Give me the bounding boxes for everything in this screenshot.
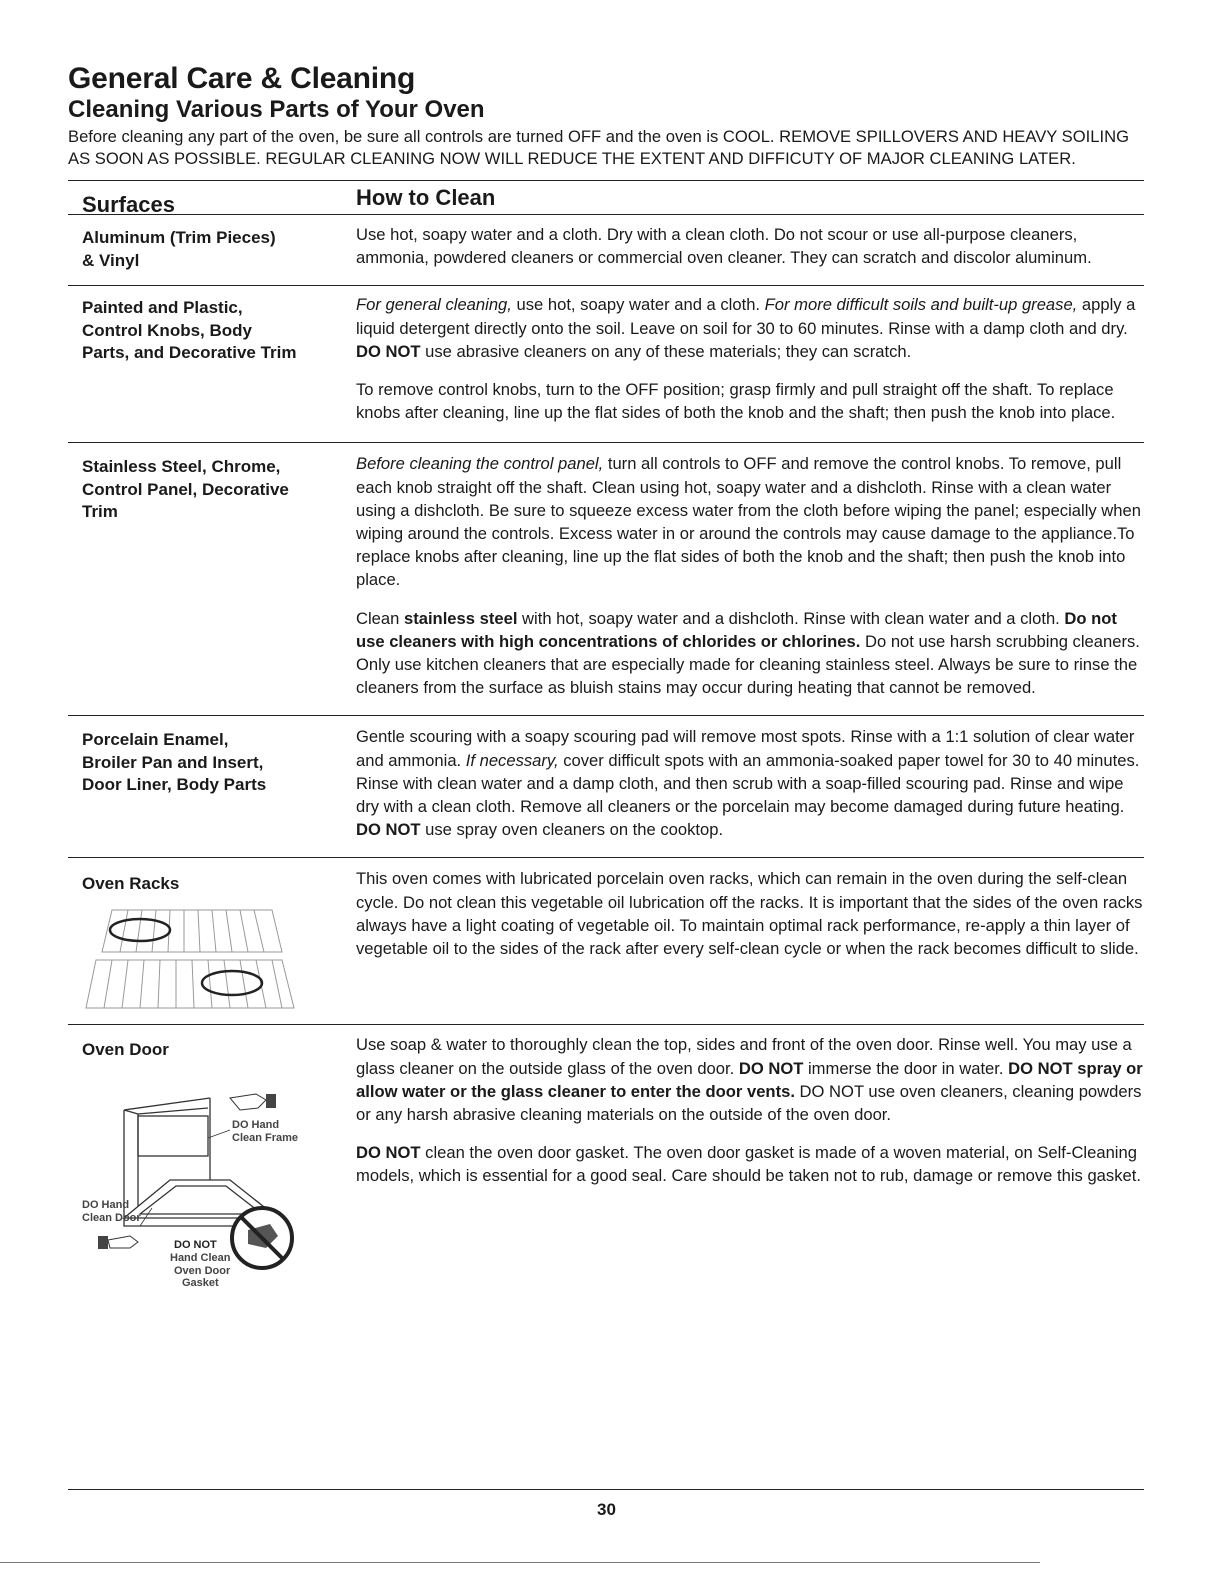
text-run: with hot, soapy water and a dishcloth. Rinse with clean water and a cloth. xyxy=(517,608,1065,628)
text-run: DO NOT use oven cleaners, cleaning powders or any harsh abrasive cleaning materials on the outside of the oven door. xyxy=(356,1081,1142,1125)
surface-cell xyxy=(68,452,356,715)
footer-rule xyxy=(0,1562,1040,1563)
instruction-paragraph xyxy=(356,725,1144,841)
how-to-clean-column-header: How to Clean xyxy=(356,185,496,210)
surface-name-line: Door Liner, Body Parts xyxy=(82,775,267,795)
instruction-paragraph xyxy=(356,1141,1144,1187)
surface-cell xyxy=(68,293,356,442)
table-row-stainless-steel xyxy=(68,442,1144,715)
surface-name-line: Control Knobs, Body xyxy=(82,320,252,340)
page-title: General Care & Cleaning xyxy=(68,62,416,95)
how-to-clean-cell xyxy=(356,452,1144,715)
text-run: Clean xyxy=(356,608,404,628)
label-do-not-clean-gasket: DO NOT xyxy=(174,1238,217,1251)
text-run: Gentle scouring with a soapy scouring pad will remove most spots. Rinse with a 1:1 solution of clear water and ammonia. xyxy=(356,727,1135,770)
table-row-oven-door xyxy=(68,1024,1144,1292)
text-run: use spray oven cleaners on the cooktop. xyxy=(420,820,724,840)
text-run: immerse the door in water. xyxy=(803,1058,1009,1078)
italic-phrase: For general cleaning, xyxy=(356,295,512,315)
surface-name-line: Control Panel, Decorative xyxy=(82,479,289,499)
text-run: use hot, soapy water and a cloth. xyxy=(511,295,765,315)
page-content xyxy=(68,62,1144,1292)
bold-phrase: stainless steel xyxy=(403,608,518,628)
text-run: Do not use harsh scrubbing cleaners. Only use kitchen cleaners that are especially made for cleaning stainless steel. Always be sure to rinse the cleaners from the surface as bluish stains may occur during heating that cannot be removed. xyxy=(356,631,1140,698)
surface-name-line: Parts, and Decorative Trim xyxy=(82,343,297,363)
how-to-clean-cell xyxy=(356,725,1144,857)
how-to-clean-cell xyxy=(356,1033,1144,1292)
label-do-not-clean-gasket: Hand Clean xyxy=(170,1251,231,1264)
surface-name-line: Stainless Steel, Chrome, xyxy=(82,457,281,477)
label-do-hand-clean-frame: DO Hand xyxy=(232,1118,280,1131)
bold-warning: DO NOT spray or allow water or the glass cleaner to enter the door vents. xyxy=(356,1058,1143,1101)
text-run: clean the oven door gasket. The oven door gasket is made of a woven material, on Self-Cleaning models, which is essential for a good seal. Care should be taken not to rub, damage or remove this gasket. xyxy=(356,1143,1141,1186)
label-do-not-clean-gasket: Gasket xyxy=(182,1276,219,1286)
intro-paragraph: Before cleaning any part of the oven, be sure all controls are turned OFF and the oven is COOL. REMOVE SPILLOVERS AND HEAVY SOILING AS SOON AS POSSIBLE. REGULAR CLEANING NOW WILL REDUCE THE EXTENT AND DIFFICUTY OF MAJOR CLEANING LATER. xyxy=(68,127,1129,168)
surface-name-line: Painted and Plastic, xyxy=(82,298,243,318)
table-row-painted-plastic xyxy=(68,285,1144,442)
bold-warning: DO NOT xyxy=(356,341,421,361)
surface-name-line: Trim xyxy=(82,502,118,522)
text-run: cover difficult spots with an ammonia-soaked paper towel for 30 to 40 minutes. Rinse with clean water and a damp cloth, and then scrub with a soap-filled scouring pad. Rinse and wipe dry with a clean cloth. Remove all cleaners or the porcelain may become damaged during future heating. xyxy=(356,750,1140,817)
text-run: apply a liquid detergent directly onto the soil. Leave on soil for 30 to 60 minutes. Rinse with a damp cloth and dry. xyxy=(356,295,1136,338)
italic-phrase: Before cleaning the control panel, xyxy=(356,454,604,474)
table-bottom-rule xyxy=(68,1489,1144,1490)
instruction-paragraph xyxy=(356,607,1144,700)
page-number: 30 xyxy=(597,1500,616,1519)
oven-door-illustration xyxy=(80,1068,320,1286)
label-do-not-clean-gasket: Oven Door xyxy=(174,1264,231,1277)
how-to-clean-cell xyxy=(356,867,1144,1024)
table-header xyxy=(68,181,1144,217)
surface-cell xyxy=(68,725,356,857)
text-run: use abrasive cleaners on any of these materials; they can scratch. xyxy=(420,341,912,361)
section-subtitle: Cleaning Various Parts of Your Oven xyxy=(68,96,485,123)
oven-racks-illustration xyxy=(82,900,302,1018)
surface-name-line: Oven Door xyxy=(82,1040,169,1060)
italic-phrase: If necessary, xyxy=(465,750,559,770)
instruction-paragraph xyxy=(356,293,1144,363)
how-to-clean-cell xyxy=(356,223,1144,285)
bold-warning: DO NOT xyxy=(356,820,421,840)
instruction-paragraph xyxy=(356,1033,1144,1126)
text-run: Use soap & water to thoroughly clean the top, sides and front of the oven door. Rinse well. You may use a glass cleaner on the outside glass of the oven door. xyxy=(356,1035,1132,1078)
surface-cell xyxy=(68,867,356,1024)
table-row-oven-racks xyxy=(68,857,1144,1024)
instruction-paragraph xyxy=(356,452,1144,591)
label-do-hand-clean-door: Clean Door xyxy=(82,1211,141,1224)
instruction-paragraph: This oven comes with lubricated porcelain oven racks, which can remain in the oven during the self-clean cycle. Do not clean this vegetable oil lubrication off the racks. It is important that the sides of the oven racks always have a light coating of vegetable oil. To maintain optimal rack performance, re-apply a thin layer of vegetable oil to the sides of the rack after every self-clean cycle or when the rack becomes difficult to slide. xyxy=(356,869,1143,959)
surface-cell xyxy=(68,223,356,285)
instruction-paragraph: Use hot, soapy water and a cloth. Dry with a clean cloth. Do not scour or use all-purpose cleaners, ammonia, powdered cleaners or commercial oven cleaner. They can scratch and discolor aluminum. xyxy=(356,225,1092,268)
text-run: turn all controls to OFF and remove the control knobs. To remove, pull each knob straight off the shaft. Clean using hot, soapy water and a dishcloth. Rinse with a clean water using a dishcloth. Be sure to squeeze excess water from the cloth before wiping the panel; especially when wiping around the controls. Excess water in or around the controls may cause damage to the appliance.To replace knobs after cleaning, line up the flat sides of both the knob and the shaft; then push the knob into place. xyxy=(356,454,1141,590)
instruction-paragraph: To remove control knobs, turn to the OFF position; grasp firmly and pull straight off the shaft. To replace knobs after cleaning, line up the flat sides of both the knob and the shaft; then push the knob into place. xyxy=(356,380,1116,423)
label-do-hand-clean-frame: Clean Frame xyxy=(232,1131,299,1144)
bold-warning: DO NOT xyxy=(356,1143,421,1163)
surface-name-line: Aluminum (Trim Pieces) xyxy=(82,228,276,247)
surface-name-line: Oven Racks xyxy=(82,874,180,894)
surface-name-line: & Vinyl xyxy=(82,250,140,270)
surface-name-line: Porcelain Enamel, xyxy=(82,730,229,750)
surfaces-column-header: Surfaces xyxy=(82,192,175,217)
italic-phrase: For more difficult soils and built-up grease, xyxy=(764,295,1078,315)
label-do-hand-clean-door: DO Hand xyxy=(82,1198,130,1211)
how-to-clean-cell xyxy=(356,293,1144,442)
table-row-porcelain-enamel xyxy=(68,715,1144,857)
surface-name-line: Broiler Pan and Insert, xyxy=(82,752,264,772)
bold-warning: DO NOT xyxy=(738,1058,804,1078)
table-row-aluminum xyxy=(68,214,1144,285)
surface-cell xyxy=(68,1033,356,1292)
bold-warning: Do not use cleaners with high concentrations of chlorides or chlorines. xyxy=(356,608,1117,651)
